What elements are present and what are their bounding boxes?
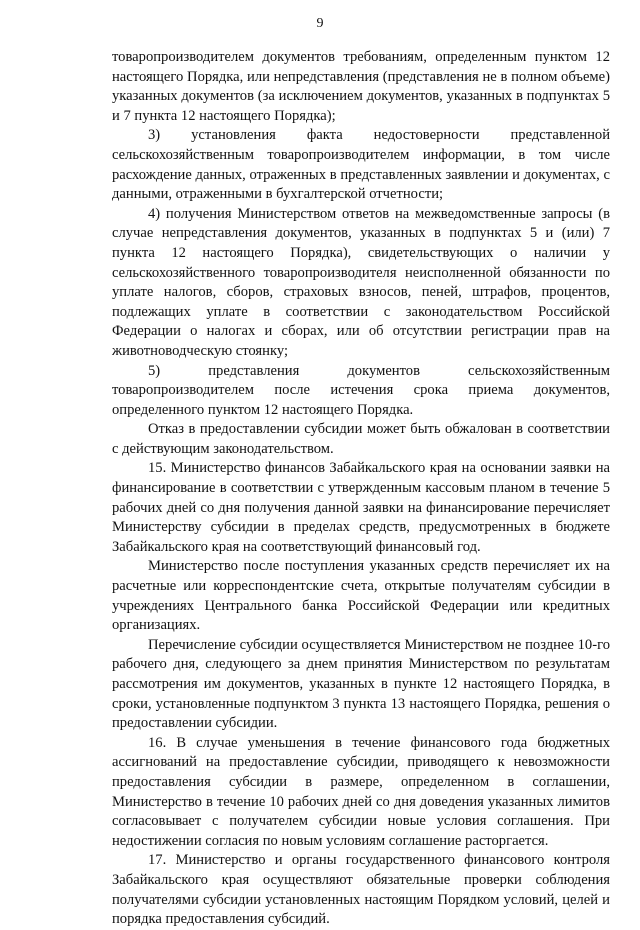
document-body: [112, 48, 610, 930]
paragraph-clause-17: 17. Министерство и органы государственного финансового контроля Забайкальского края осуществляют обязательные проверки соблюдения получателями субсидии установленных настоящим Порядком условий, целей и порядка предоставления субсидий.: [112, 852, 610, 928]
paragraph-clause-16: 16. В случае уменьшения в течение финансового года бюджетных ассигнований на предоставление субсидии, приводящего к невозможности предоставления субсидии в размере, определенном в соглашении, Министерство в течение 10 рабочих дней со дня доведения указанных лимитов согласовывает с получателем субсидии новые условия соглашения. При недостижении согласия по новым условиям соглашение расторгается.: [112, 734, 610, 849]
paragraph-item-5: 5) представления документов сельскохозяйственным товаропроизводителем после истечения срока приема документов, определенного пунктом 12 настоящего Порядка.: [112, 362, 610, 418]
paragraph-item-4: 4) получения Министерством ответов на межведомственные запросы (в случае непредставления документов, указанных в подпунктах 5 и (или) 7 пункта 12 настоящего Порядка), свидетельствующих о наличии у сельскохозяйственного товаропроизводителя неисполненной обязанности по уплате налогов, сборов, страховых взносов, пеней, штрафов, процентов, подлежащих уплате в соответствии с законодательством Российской Федерации о налогах и сборах, или об отсутствии регистрации прав на животноводческую стоянку;: [112, 205, 610, 359]
paragraph-item-3: 3) установления факта недостоверности представленной сельскохозяйственным товаропроизводителем информации, в том числе расхождение данных, отраженных в представленных заявлении и документах, с данными, отраженными в бухгалтерской отчетности;: [112, 127, 610, 203]
paragraph-transfer-deadline: Перечисление субсидии осуществляется Министерством не позднее 10-го рабочего дня, следующего за днем принятия Министерством по результатам рассмотрения им документов, указанных в пункте 12 настоящего Порядка, в сроки, установленные подпунктом 3 пункта 13 настоящего Порядка, решения о предоставлении субсидии.: [112, 636, 610, 732]
paragraph-transfer-accounts: Министерство после поступления указанных средств перечисляет их на расчетные или корреспондентские счета, открытые получателям субсидии в учреждениях Центрального банка Российской Федерации или кредитных организациях.: [112, 558, 610, 634]
paragraph-refusal-appeal: Отказ в предоставлении субсидии может быть обжалован в соответствии с действующим законодательством.: [112, 421, 610, 457]
paragraph-continuation: товаропроизводителем документов требованиям, определенным пунктом 12 настоящего Порядка, или непредставления (представления не в полном объеме) указанных документов (за исключением документов, указанных в подпунктах 5 и 7 пункта 12 настоящего Порядка);: [112, 49, 610, 124]
page-number: 9: [316, 16, 324, 31]
paragraph-clause-15: 15. Министерство финансов Забайкальского края на основании заявки на финансирование в соответствии с утвержденным кассовым планом в течение 5 рабочих дней со дня получения данной заявки на финансирование перечисляет Министерству субсидии в пределах средств, предусмотренных в бюджете Забайкальского края на соответствующий финансовый год.: [112, 460, 610, 555]
